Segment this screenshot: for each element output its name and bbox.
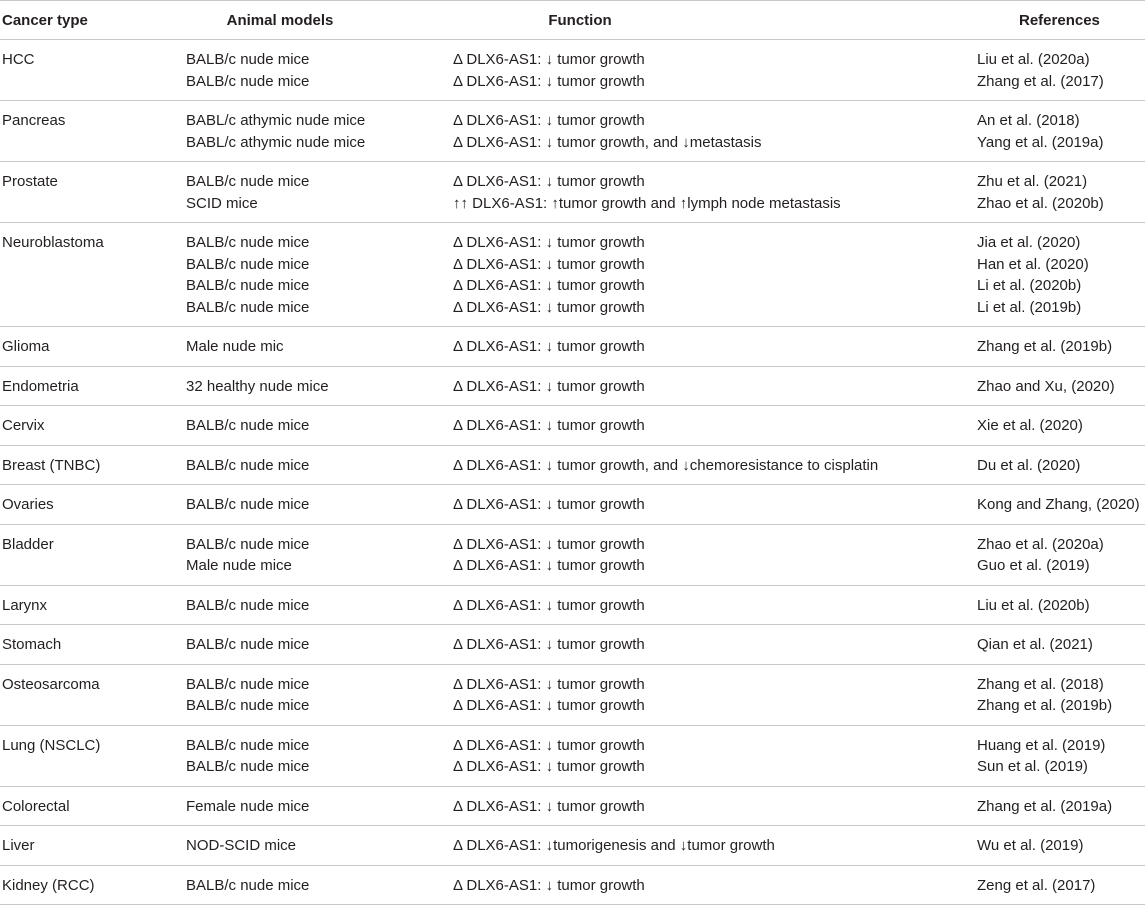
cancer-type-cell: Stomach	[2, 634, 61, 656]
reference-cell: Zhang et al. (2019b)	[977, 336, 1112, 358]
header-function: Function	[0, 1, 1145, 40]
function-cell: Δ DLX6-AS1: ↓ tumor growth	[453, 875, 645, 897]
reference-cell: Zhang et al. (2018)	[977, 674, 1104, 696]
table-row	[0, 275, 1145, 297]
table-row	[0, 835, 1145, 857]
cancer-type-cell: Bladder	[2, 534, 54, 556]
animal-model-cell: 32 healthy nude mice	[186, 376, 329, 398]
reference-cell: Guo et al. (2019)	[977, 555, 1090, 577]
function-cell: Δ DLX6-AS1: ↓ tumor growth	[453, 756, 645, 778]
cancer-type-cell: Osteosarcoma	[2, 674, 100, 696]
reference-cell: Yang et al. (2019a)	[977, 132, 1103, 154]
table-row	[0, 695, 1145, 717]
function-cell: Δ DLX6-AS1: ↓tumorigenesis and ↓tumor growth	[453, 835, 775, 857]
animal-model-cell: BABL/c athymic nude mice	[186, 110, 365, 132]
function-cell: Δ DLX6-AS1: ↓ tumor growth	[453, 232, 645, 254]
cancer-type-cell: Larynx	[2, 595, 47, 617]
table-group	[0, 625, 1145, 665]
header-animal-models: Animal models	[0, 1, 560, 40]
reference-cell: Du et al. (2020)	[977, 455, 1080, 477]
reference-cell: Sun et al. (2019)	[977, 756, 1088, 778]
animal-model-cell: Female nude mice	[186, 796, 309, 818]
function-cell: Δ DLX6-AS1: ↓ tumor growth	[453, 796, 645, 818]
reference-cell: Liu et al. (2020a)	[977, 49, 1090, 71]
animal-model-cell: BALB/c nude mice	[186, 735, 309, 757]
function-cell: Δ DLX6-AS1: ↓ tumor growth	[453, 275, 645, 297]
function-cell: Δ DLX6-AS1: ↓ tumor growth	[453, 49, 645, 71]
table-group	[0, 446, 1145, 486]
table-group	[0, 406, 1145, 446]
cancer-type-cell: Glioma	[2, 336, 50, 358]
table-group	[0, 826, 1145, 866]
reference-cell: Wu et al. (2019)	[977, 835, 1083, 857]
animal-model-cell: BALB/c nude mice	[186, 695, 309, 717]
table-row	[0, 455, 1145, 477]
table-row	[0, 71, 1145, 93]
table-group	[0, 866, 1145, 905]
reference-cell: Zeng et al. (2017)	[977, 875, 1095, 897]
cancer-type-cell: HCC	[2, 49, 35, 71]
animal-model-cell: BALB/c nude mice	[186, 494, 309, 516]
cancer-type-cell: Colorectal	[2, 796, 70, 818]
function-cell: Δ DLX6-AS1: ↓ tumor growth	[453, 674, 645, 696]
reference-cell: Zhang et al. (2019a)	[977, 796, 1112, 818]
table-group	[0, 787, 1145, 827]
function-cell: Δ DLX6-AS1: ↓ tumor growth, and ↓metastasis	[453, 132, 761, 154]
reference-cell: Li et al. (2020b)	[977, 275, 1081, 297]
function-cell: Δ DLX6-AS1: ↓ tumor growth	[453, 336, 645, 358]
reference-cell: Zhao et al. (2020b)	[977, 193, 1104, 215]
animal-model-cell: BALB/c nude mice	[186, 634, 309, 656]
table-row	[0, 756, 1145, 778]
reference-cell: Liu et al. (2020b)	[977, 595, 1090, 617]
cancer-type-cell: Ovaries	[2, 494, 54, 516]
reference-cell: Jia et al. (2020)	[977, 232, 1080, 254]
animal-model-cell: NOD-SCID mice	[186, 835, 296, 857]
function-cell: Δ DLX6-AS1: ↓ tumor growth	[453, 634, 645, 656]
cancer-type-cell: Prostate	[2, 171, 58, 193]
table-row	[0, 415, 1145, 437]
animal-model-cell: BALB/c nude mice	[186, 297, 309, 319]
reference-cell: Kong and Zhang, (2020)	[977, 494, 1140, 516]
table-group	[0, 586, 1145, 626]
table-row	[0, 634, 1145, 656]
animal-model-cell: BALB/c nude mice	[186, 595, 309, 617]
table-group	[0, 525, 1145, 586]
reference-cell: Xie et al. (2020)	[977, 415, 1083, 437]
table-group	[0, 162, 1145, 223]
header-cancer-type: Cancer type	[2, 1, 88, 40]
animal-model-cell: BALB/c nude mice	[186, 875, 309, 897]
function-cell: Δ DLX6-AS1: ↓ tumor growth	[453, 494, 645, 516]
cancer-type-cell: Breast (TNBC)	[2, 455, 100, 477]
reference-cell: Zhao et al. (2020a)	[977, 534, 1104, 556]
animal-model-cell: BALB/c nude mice	[186, 674, 309, 696]
function-cell: Δ DLX6-AS1: ↓ tumor growth	[453, 376, 645, 398]
table-row	[0, 193, 1145, 215]
cancer-type-cell: Endometria	[2, 376, 79, 398]
table-group	[0, 101, 1145, 162]
table-body	[0, 40, 1145, 905]
function-cell: Δ DLX6-AS1: ↓ tumor growth	[453, 595, 645, 617]
table-group	[0, 485, 1145, 525]
function-cell: Δ DLX6-AS1: ↓ tumor growth	[453, 297, 645, 319]
table-row	[0, 796, 1145, 818]
table-row	[0, 735, 1145, 757]
function-cell: Δ DLX6-AS1: ↓ tumor growth	[453, 254, 645, 276]
table-row	[0, 494, 1145, 516]
table-group	[0, 367, 1145, 407]
animal-model-cell: BALB/c nude mice	[186, 49, 309, 71]
function-cell: Δ DLX6-AS1: ↓ tumor growth	[453, 534, 645, 556]
table-header	[0, 0, 1145, 40]
animal-model-cell: BALB/c nude mice	[186, 71, 309, 93]
animal-model-cell: BABL/c athymic nude mice	[186, 132, 365, 154]
function-cell: Δ DLX6-AS1: ↓ tumor growth	[453, 71, 645, 93]
table-group	[0, 223, 1145, 327]
table-row	[0, 297, 1145, 319]
cancer-type-cell: Pancreas	[2, 110, 65, 132]
table-group	[0, 726, 1145, 787]
animal-model-cell: BALB/c nude mice	[186, 275, 309, 297]
animal-model-cell: BALB/c nude mice	[186, 415, 309, 437]
table-row	[0, 875, 1145, 897]
reference-cell: Zhang et al. (2019b)	[977, 695, 1112, 717]
function-cell: Δ DLX6-AS1: ↓ tumor growth, and ↓chemoresistance to cisplatin	[453, 455, 878, 477]
table-row	[0, 132, 1145, 154]
animal-model-cell: BALB/c nude mice	[186, 171, 309, 193]
animal-model-cell: Male nude mice	[186, 555, 292, 577]
animal-model-cell: BALB/c nude mice	[186, 756, 309, 778]
function-cell: Δ DLX6-AS1: ↓ tumor growth	[453, 171, 645, 193]
function-cell: ↑↑ DLX6-AS1: ↑tumor growth and ↑lymph node metastasis	[453, 193, 841, 215]
table-row	[0, 171, 1145, 193]
cancer-type-cell: Neuroblastoma	[2, 232, 104, 254]
function-cell: Δ DLX6-AS1: ↓ tumor growth	[453, 110, 645, 132]
reference-cell: Li et al. (2019b)	[977, 297, 1081, 319]
animal-model-cell: Male nude mic	[186, 336, 284, 358]
animal-model-cell: BALB/c nude mice	[186, 254, 309, 276]
cancer-type-cell: Lung (NSCLC)	[2, 735, 100, 757]
cancer-type-cell: Cervix	[2, 415, 45, 437]
reference-cell: Han et al. (2020)	[977, 254, 1089, 276]
table-group	[0, 665, 1145, 726]
reference-cell: Huang et al. (2019)	[977, 735, 1105, 757]
cancer-type-cell: Liver	[2, 835, 35, 857]
function-cell: Δ DLX6-AS1: ↓ tumor growth	[453, 735, 645, 757]
reference-cell: An et al. (2018)	[977, 110, 1080, 132]
cancer-type-cell: Kidney (RCC)	[2, 875, 95, 897]
table-row	[0, 49, 1145, 71]
table-row	[0, 595, 1145, 617]
animal-model-cell: BALB/c nude mice	[186, 534, 309, 556]
reference-cell: Zhang et al. (2017)	[977, 71, 1104, 93]
table-row	[0, 534, 1145, 556]
reference-cell: Zhao and Xu, (2020)	[977, 376, 1115, 398]
function-cell: Δ DLX6-AS1: ↓ tumor growth	[453, 555, 645, 577]
table-group	[0, 327, 1145, 367]
animal-model-cell: SCID mice	[186, 193, 258, 215]
table-row	[0, 674, 1145, 696]
function-cell: Δ DLX6-AS1: ↓ tumor growth	[453, 695, 645, 717]
table-row	[0, 232, 1145, 254]
reference-cell: Qian et al. (2021)	[977, 634, 1093, 656]
table-row	[0, 336, 1145, 358]
animal-model-cell: BALB/c nude mice	[186, 455, 309, 477]
reference-cell: Zhu et al. (2021)	[977, 171, 1087, 193]
table-row	[0, 555, 1145, 577]
table-group	[0, 40, 1145, 101]
header-references: References	[1019, 1, 1100, 40]
table-row	[0, 376, 1145, 398]
table-row	[0, 254, 1145, 276]
table-row	[0, 110, 1145, 132]
function-cell: Δ DLX6-AS1: ↓ tumor growth	[453, 415, 645, 437]
animal-model-cell: BALB/c nude mice	[186, 232, 309, 254]
